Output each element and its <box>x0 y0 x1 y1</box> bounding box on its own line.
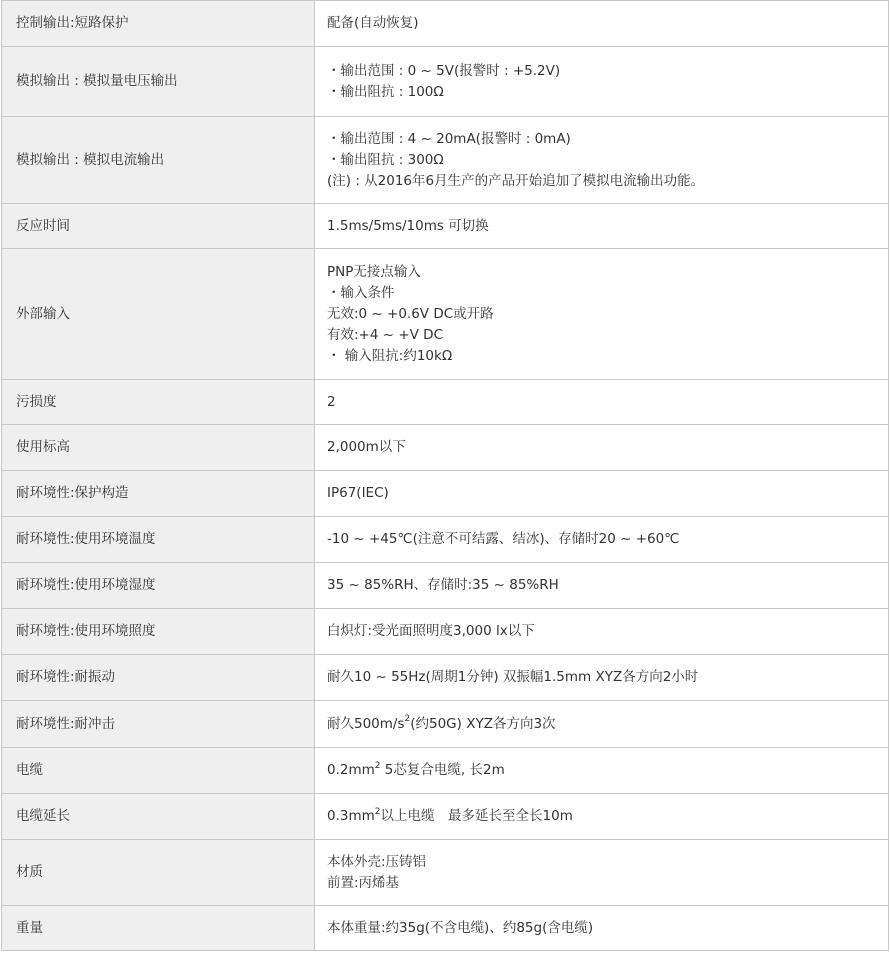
spec-value <box>315 655 889 701</box>
table-row <box>2 794 889 840</box>
table-row <box>2 47 889 117</box>
spec-key: 材质 <box>2 840 315 906</box>
superscript: 2 <box>404 714 411 724</box>
spec-key: 模拟输出 : 模拟量电压输出 <box>2 47 315 117</box>
spec-value-line <box>327 714 876 735</box>
value-text: 5芯复合电缆, 长2m <box>380 762 505 778</box>
spec-value <box>315 748 889 794</box>
spec-value-line: 本体重量:约35g(不含电缆)、约85g(含电缆) <box>327 919 594 936</box>
spec-value <box>315 117 889 204</box>
spec-value-line: 1.5ms/5ms/10ms 可切换 <box>327 217 489 234</box>
spec-key: 污损度 <box>2 380 315 425</box>
superscript: 2 <box>374 806 381 817</box>
spec-key: 耐环境性:耐振动 <box>2 655 315 701</box>
table-row <box>2 471 889 517</box>
table-row <box>2 517 889 563</box>
table-row <box>2 380 889 425</box>
spec-key: 重量 <box>2 906 315 951</box>
spec-value-line: 2 <box>327 393 336 410</box>
spec-value-line: ・输出阻抗 : 100Ω <box>327 83 444 100</box>
spec-value-line: ・输入条件 <box>327 284 395 301</box>
spec-table-body <box>2 1 889 951</box>
spec-value <box>315 425 889 471</box>
spec-key: 耐环境性:使用环境照度 <box>2 609 315 655</box>
spec-value-line: 前置:丙烯基 <box>327 874 400 891</box>
value-text: 0.3mm <box>327 808 375 824</box>
table-row <box>2 563 889 609</box>
spec-value-line: 有效:+4 ~ +V DC <box>327 326 444 343</box>
spec-value-line: (注) : 从2016年6月生产的产品开始追加了模拟电流输出功能。 <box>327 172 705 189</box>
value-text: 耐久500m/s <box>327 715 405 732</box>
spec-value-line: 35 ~ 85%RH、存储时:35 ~ 85%RH <box>327 577 559 593</box>
spec-value-line: ・ 输入阻抗:约10kΩ <box>327 347 453 364</box>
spec-value <box>315 794 889 840</box>
spec-key: 控制输出:短路保护 <box>2 1 315 47</box>
spec-value-line: 白炽灯:受光面照明度3,000 lx以下 <box>327 623 535 639</box>
value-text: (约50G) XYZ各方向3次 <box>410 715 556 732</box>
spec-value <box>315 1 889 47</box>
spec-key: 使用标高 <box>2 425 315 471</box>
spec-value-line: ・输出阻抗 : 300Ω <box>327 151 444 168</box>
spec-value-line: PNP无接点输入 <box>327 263 421 280</box>
spec-value <box>315 471 889 517</box>
table-row <box>2 1 889 47</box>
spec-value <box>315 701 889 748</box>
spec-key: 外部输入 <box>2 249 315 380</box>
table-row <box>2 655 889 701</box>
spec-key: 耐环境性:使用环境湿度 <box>2 563 315 609</box>
table-row <box>2 701 889 748</box>
spec-value <box>315 249 889 380</box>
spec-value-line: 无效:0 ~ +0.6V DC或开路 <box>327 305 494 322</box>
value-text: 以上电缆 最多延长至全长10m <box>380 808 573 824</box>
spec-value-line: ・输出范围 : 0 ~ 5V(报警时 : +5.2V) <box>327 62 561 79</box>
spec-value <box>315 563 889 609</box>
spec-value-line <box>327 806 876 827</box>
spec-value-line <box>327 760 876 781</box>
table-row <box>2 425 889 471</box>
spec-value-line: ・输出范围 : 4 ~ 20mA(报警时 : 0mA) <box>327 130 571 147</box>
spec-value <box>315 840 889 906</box>
spec-value <box>315 204 889 249</box>
value-text: 0.2mm <box>327 762 375 778</box>
superscript: 2 <box>374 760 381 771</box>
spec-key: 耐环境性:耐冲击 <box>2 701 315 748</box>
spec-value <box>315 517 889 563</box>
spec-key: 反应时间 <box>2 204 315 249</box>
spec-value <box>315 906 889 951</box>
table-row <box>2 906 889 951</box>
table-row <box>2 249 889 380</box>
spec-key: 电缆 <box>2 748 315 794</box>
spec-key: 耐环境性:使用环境温度 <box>2 517 315 563</box>
spec-value-line: -10 ~ +45℃(注意不可结露、结冰)、存储时20 ~ +60℃ <box>327 531 680 547</box>
spec-value <box>315 380 889 425</box>
spec-table <box>1 0 889 951</box>
table-row <box>2 117 889 204</box>
spec-value-line: 2,000m以下 <box>327 439 406 455</box>
table-row <box>2 204 889 249</box>
spec-key: 耐环境性:保护构造 <box>2 471 315 517</box>
spec-value-line: 本体外壳:压铸铝 <box>327 853 427 870</box>
table-row <box>2 609 889 655</box>
spec-value-line: IP67(IEC) <box>327 485 389 501</box>
table-row <box>2 748 889 794</box>
spec-value <box>315 609 889 655</box>
spec-value-line: 配备(自动恢复) <box>327 15 419 31</box>
spec-key: 电缆延长 <box>2 794 315 840</box>
spec-key: 模拟输出 : 模拟电流输出 <box>2 117 315 204</box>
spec-value <box>315 47 889 117</box>
table-row <box>2 840 889 906</box>
spec-value-line: 耐久10 ~ 55Hz(周期1分钟) 双振幅1.5mm XYZ各方向2小时 <box>327 669 699 685</box>
